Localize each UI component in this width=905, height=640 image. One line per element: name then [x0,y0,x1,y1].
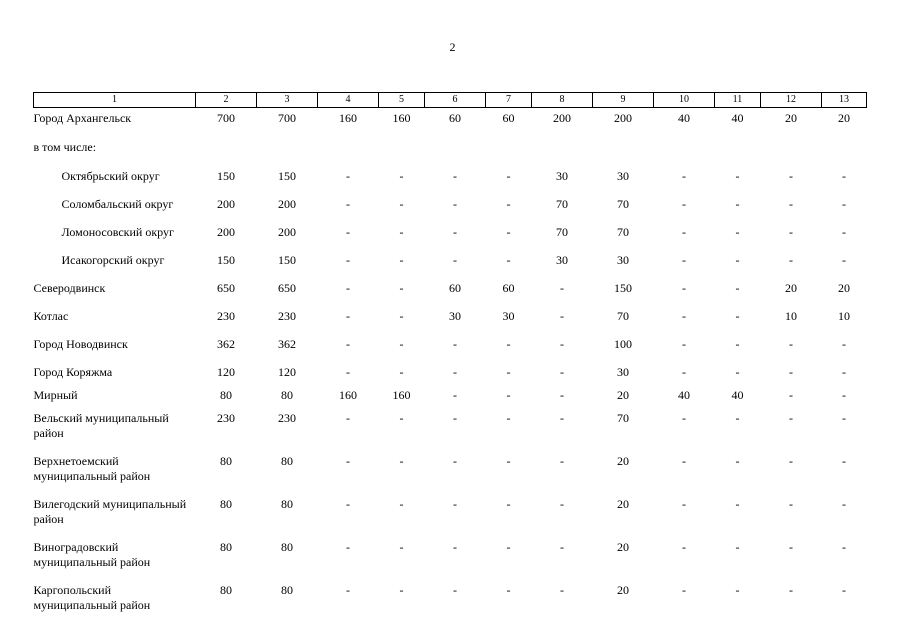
table-cell: - [560,583,564,597]
row-label: Вельский муниципальный район [33,411,169,440]
table-cell: - [842,540,846,554]
table-cell: - [399,309,404,323]
table-cell: - [842,497,846,511]
table-cell: 60 [502,281,515,295]
table-cell: - [842,388,846,402]
table-cell [425,137,486,166]
header-row [34,93,867,108]
table-cell: - [399,497,404,511]
table-cell: - [560,365,564,379]
table-cell: - [560,281,564,295]
table-cell: 200 [614,111,632,125]
table-row [34,537,867,580]
table-cell: - [346,281,350,295]
table-cell [257,137,318,166]
row-label: Октябрьский округ [61,169,160,183]
header-cell: 9 [593,93,654,108]
table-cell: - [506,253,511,267]
table-row [34,278,867,306]
table-cell: 150 [278,253,296,267]
table-cell: 200 [217,197,235,211]
table-cell: - [682,411,686,425]
table-cell: 80 [281,583,293,597]
header-cell: 12 [761,93,822,108]
table-cell: 362 [278,337,296,351]
table-cell: - [789,337,793,351]
table-cell: - [453,411,457,425]
table-cell: 80 [220,540,232,554]
row-label: Мирный [33,388,78,402]
page-number: 2 [449,40,456,54]
table-cell: 20 [617,454,629,468]
table-row [34,250,867,278]
table-cell [654,137,715,166]
table-cell: 650 [217,281,235,295]
table-cell: - [560,497,564,511]
header-cell: 1 [34,93,196,108]
table-cell [379,137,425,166]
table-cell: - [453,337,457,351]
table-cell: 150 [278,169,296,183]
table-cell: - [346,365,350,379]
row-label: Город Новодвинск [33,337,128,351]
table-cell: 200 [278,197,296,211]
table-cell: 200 [217,225,235,239]
table-cell: - [735,583,740,597]
header-cell: 5 [379,93,425,108]
table-cell: - [789,540,793,554]
table-cell: - [560,388,564,402]
table-row [34,385,867,408]
table-cell: - [506,497,511,511]
table-cell: - [560,411,564,425]
table-cell: - [789,454,793,468]
row-label: Исакогорский округ [61,253,165,267]
table-cell: - [453,540,457,554]
table-cell: - [506,169,511,183]
table-cell: - [842,583,846,597]
table-cell: - [346,454,350,468]
table-cell [593,137,654,166]
table-cell: - [735,365,740,379]
table-cell: 80 [281,454,293,468]
table-cell: - [842,411,846,425]
table-cell: 20 [617,497,629,511]
table-cell: - [506,337,511,351]
table-cell: - [682,454,686,468]
table-cell: 70 [556,197,568,211]
table-cell: - [789,365,793,379]
table-cell: - [506,388,511,402]
table-cell: 120 [217,365,235,379]
table-cell: - [735,225,740,239]
row-label: Город Архангельск [33,111,132,125]
table-cell [822,137,867,166]
table-cell: - [842,225,846,239]
table-cell: - [842,197,846,211]
table-cell: - [682,497,686,511]
table-cell: - [789,411,793,425]
table-cell: - [346,197,350,211]
table-row [34,334,867,362]
table-cell: - [789,497,793,511]
table-cell: - [735,337,740,351]
table-cell: - [735,281,740,295]
table-cell: 362 [217,337,235,351]
table-cell: 20 [838,111,850,125]
table-cell: - [453,169,457,183]
table-cell: - [399,365,404,379]
table-cell: 150 [614,281,632,295]
table-cell: - [842,454,846,468]
header-cell: 11 [715,93,761,108]
table-cell: 40 [678,111,690,125]
table-cell: - [399,197,404,211]
table-cell: - [682,225,686,239]
table-cell [761,137,822,166]
table-cell: 30 [556,253,568,267]
row-label: Соломбальский округ [61,197,174,211]
table-cell: - [735,454,740,468]
table-cell: - [789,388,793,402]
table-cell: - [735,253,740,267]
table-cell: 60 [449,111,461,125]
table-cell: - [682,583,686,597]
table-cell: - [682,281,686,295]
table-cell: 80 [281,497,293,511]
table-cell: - [399,253,404,267]
table-cell: - [789,169,793,183]
table-cell: - [735,411,740,425]
table-cell: 70 [617,411,629,425]
table-cell: 650 [278,281,296,295]
table-cell: - [399,454,404,468]
table-cell [486,137,532,166]
table-cell: - [682,169,686,183]
table-cell: 70 [556,225,568,239]
table-cell: 80 [281,540,293,554]
table-cell: 10 [838,309,850,323]
row-label: Северодвинск [33,281,106,295]
table-cell: - [453,197,457,211]
table-cell: 30 [617,169,629,183]
table-cell: 230 [278,309,296,323]
table-row [34,306,867,334]
table-cell: 80 [220,388,232,402]
table-cell: - [735,309,740,323]
table-cell: 30 [556,169,568,183]
table-cell [715,137,761,166]
table-cell: - [506,454,511,468]
table-row [34,137,867,166]
table-cell: - [842,337,846,351]
table-cell: - [346,497,350,511]
row-label: Ломоносовский округ [61,225,174,239]
table-cell: 20 [617,540,629,554]
table-cell: 160 [392,111,411,125]
table-body [34,108,867,624]
table-cell: - [682,540,686,554]
table-cell: 160 [339,111,357,125]
table-cell: - [346,540,350,554]
table-cell: - [506,540,511,554]
table-cell: - [735,540,740,554]
table-cell: 40 [678,388,690,402]
table-cell: - [560,454,564,468]
table-row [34,494,867,537]
table-cell: 80 [220,497,232,511]
table-cell: - [842,365,846,379]
table-cell: 20 [617,583,629,597]
table-cell: 160 [392,388,411,402]
table-cell: - [346,169,350,183]
table-cell: 30 [449,309,461,323]
table-cell: 30 [502,309,515,323]
table-cell: - [506,583,511,597]
table-cell: 10 [785,309,797,323]
table-cell: 700 [278,111,296,125]
table-cell: - [346,583,350,597]
table-cell: 60 [449,281,461,295]
table-cell: - [682,365,686,379]
table-cell: 100 [614,337,632,351]
table-cell: - [506,225,511,239]
table-cell: 150 [217,253,235,267]
table-cell: - [399,225,404,239]
table-cell: 20 [785,111,797,125]
row-label: Котлас [33,309,69,323]
table-cell: - [453,583,457,597]
table-cell: - [735,497,740,511]
table-row [34,451,867,494]
table-cell: - [682,197,686,211]
header-cell: 4 [318,93,379,108]
row-label: Каргопольский муниципальный район [33,583,151,612]
table-cell: - [399,281,404,295]
table-cell: - [682,309,686,323]
table-cell: 80 [281,388,293,402]
table-cell: - [735,169,740,183]
table-cell: 70 [617,225,629,239]
table-cell: 200 [553,111,571,125]
table-cell: - [506,365,511,379]
table-row [34,166,867,194]
table-cell: 230 [278,411,296,425]
table-cell: - [399,411,404,425]
table-cell: 200 [278,225,296,239]
table-cell: - [560,337,564,351]
table-cell: 60 [502,111,515,125]
table-cell: - [453,497,457,511]
table-cell: 30 [617,253,629,267]
table-cell: - [399,169,404,183]
table-cell: - [346,253,350,267]
table-cell: - [682,337,686,351]
header-cell: 10 [654,93,715,108]
table-row [34,362,867,385]
table-row [34,222,867,250]
table-cell: - [453,454,457,468]
table-cell: - [842,253,846,267]
table-cell: 20 [785,281,797,295]
table-cell: 20 [617,388,629,402]
table-cell: - [789,583,793,597]
table-cell: 20 [838,281,850,295]
table-cell: - [453,365,457,379]
table-cell: 40 [731,111,744,125]
table-cell: - [346,225,350,239]
table-cell: - [453,388,457,402]
table-cell: 70 [617,197,629,211]
table-cell: 80 [220,454,232,468]
table-cell: 700 [217,111,235,125]
table-cell: 160 [339,388,357,402]
table-cell: - [735,197,740,211]
table-cell: 230 [217,411,235,425]
table-cell: - [506,197,511,211]
table-cell: 120 [278,365,296,379]
table-cell: 70 [617,309,629,323]
table-cell: - [453,253,457,267]
table-row [34,580,867,623]
table-cell: - [346,309,350,323]
table-cell: 150 [217,169,235,183]
data-table [33,92,867,623]
table-cell: - [560,540,564,554]
table-cell: 30 [617,365,629,379]
table-cell: - [346,337,350,351]
header-cell: 3 [257,93,318,108]
table-cell: - [560,309,564,323]
table-cell: - [453,225,457,239]
row-label: Вилегодский муниципальный район [33,497,187,526]
table-cell: - [399,337,404,351]
table-cell: 80 [220,583,232,597]
table-row [34,194,867,222]
header-cell: 6 [425,93,486,108]
table-cell: - [399,540,404,554]
table-cell: 230 [217,309,235,323]
header-cell: 8 [532,93,593,108]
header-cell: 7 [486,93,532,108]
row-label: в том числе: [33,140,97,154]
table-cell: - [842,169,846,183]
table-cell: - [682,253,686,267]
row-label: Виноградовский муниципальный район [33,540,151,569]
row-label: Город Коряжма [33,365,113,379]
header-cell: 2 [196,93,257,108]
header-cell: 13 [822,93,867,108]
table-cell: - [346,411,350,425]
table-cell [318,137,379,166]
table-cell [532,137,593,166]
row-label: Верхнетоемский муниципальный район [33,454,151,483]
table-row [34,408,867,451]
table-cell: 40 [731,388,744,402]
table-cell: - [789,225,793,239]
table-cell: - [789,253,793,267]
table-row [34,108,867,138]
table-cell: - [506,411,511,425]
table-cell: - [399,583,404,597]
table-cell: - [789,197,793,211]
table-cell [196,137,257,166]
